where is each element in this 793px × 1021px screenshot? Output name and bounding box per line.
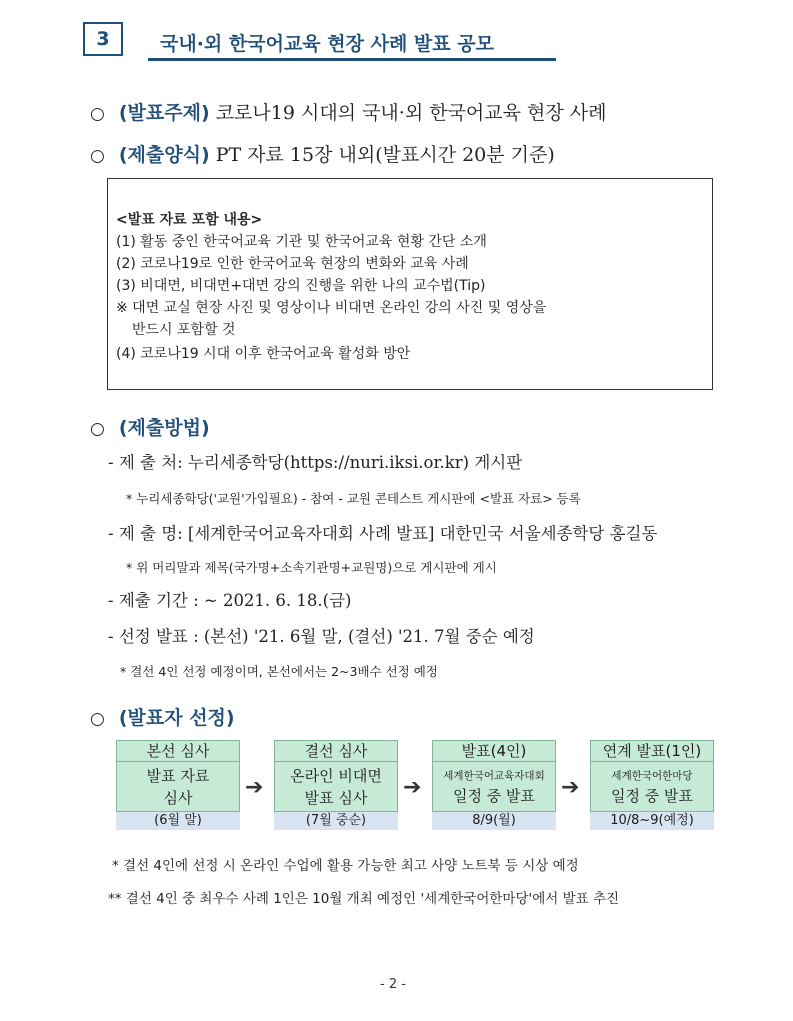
topic-value: 코로나19 시대의 국내·외 한국어교육 현장 사례: [215, 102, 607, 124]
contents-line: (1) 활동 중인 한국어교육 기관 및 한국어교육 현황 간단 소개: [116, 234, 487, 250]
format-row: [90, 140, 555, 167]
footnote: ** 결선 4인 중 최우수 사례 1인은 10월 개최 예정인 '세계한국어한마당'에서 발표 추진: [108, 891, 620, 907]
topic-row: [90, 98, 606, 125]
page-number: - 2 -: [380, 977, 406, 992]
flow-step-body-line: 온라인 비대면: [290, 766, 382, 785]
flow-step-foot: 10/8~9(예정): [590, 812, 714, 830]
flow-step: [432, 740, 556, 830]
bullet-circle: ○: [90, 419, 105, 439]
method-row: [90, 413, 210, 440]
flow-step-head: 연계 발표(1인): [590, 740, 714, 762]
flow-step-foot: 8/9(월): [432, 812, 556, 830]
bullet-circle: ○: [90, 146, 105, 166]
flow-step-body-line: 발표 심사: [304, 788, 368, 807]
flow-step-body-line: 심사: [163, 788, 193, 807]
method-label: (제출방법): [118, 417, 210, 439]
selection-flow-row: [90, 703, 235, 730]
format-value: PT 자료 15장 내외(발표시간 20분 기준): [215, 144, 555, 166]
flow-step-foot: (7월 중순): [274, 812, 398, 830]
flow-step-body: [432, 762, 556, 812]
bullet-circle: ○: [90, 709, 105, 729]
flow-step-foot: (6월 말): [116, 812, 240, 830]
submit-name: - 제 출 명: [세계한국어교육자대회 사례 발표] 대한민국 서울세종학당 홍길동: [108, 524, 658, 543]
flow-step: [590, 740, 714, 830]
flow-step-head: 결선 심사: [274, 740, 398, 762]
selection-dates: - 선정 발표 : (본선) '21. 6월 말, (결선) '21. 7월 중순 예정: [108, 627, 535, 646]
flow-step-body-line: 일정 중 발표: [453, 786, 535, 805]
flow-arrow-icon: ➔: [245, 775, 264, 800]
selection-flow-label: (발표자 선정): [118, 707, 235, 729]
submit-name-note: * 위 머리말과 제목(국가명+소속기관명+교원명)으로 게시판에 게시: [126, 560, 497, 575]
flow-step-body-line: 세계한국어교육자대회: [443, 769, 545, 782]
flow-step: [274, 740, 398, 830]
contents-line: (3) 비대면, 비대면+대면 강의 진행을 위한 나의 교수법(Tip): [116, 278, 486, 294]
submit-to: - 제 출 처: 누리세종학당(https://nuri.iksi.or.kr) 게시판: [108, 453, 523, 472]
section-title: 국내·외 한국어교육 현장 사례 발표 공모: [160, 33, 494, 55]
flow-step-body: [274, 762, 398, 812]
format-label: (제출양식): [118, 144, 210, 166]
selection-note: * 결선 4인 선정 예정이며, 본선에서는 2~3배수 선정 예정: [120, 664, 438, 679]
topic-label: (발표주제): [118, 102, 210, 124]
flow-arrow-icon: ➔: [403, 775, 422, 800]
section-number: 3: [83, 22, 123, 56]
flow-step-head: 발표(4인): [432, 740, 556, 762]
submit-to-note: * 누리세종학당('교원'가입필요) - 참여 - 교원 콘테스트 게시판에 <발표 자료> 등록: [126, 491, 581, 506]
contents-line: (2) 코로나19로 인한 한국어교육 현장의 변화와 교육 사례: [116, 256, 469, 272]
contents-line: 반드시 포함할 것: [132, 322, 236, 338]
footnote: * 결선 4인에 선정 시 온라인 수업에 활용 가능한 최고 사양 노트북 등 시상 예정: [112, 858, 579, 874]
bullet-circle: ○: [90, 104, 105, 124]
deadline: - 제출 기간 : ~ 2021. 6. 18.(금): [108, 591, 352, 610]
flow-step-body: [590, 762, 714, 812]
flow-step-body-line: 발표 자료: [146, 766, 210, 785]
flow-step-head: 본선 심사: [116, 740, 240, 762]
contents-line: (4) 코로나19 시대 이후 한국어교육 활성화 방안: [116, 346, 411, 362]
flow-step: [116, 740, 240, 830]
contents-line: ※ 대면 교실 현장 사진 및 영상이나 비대면 온라인 강의 사진 및 영상을: [116, 300, 547, 316]
flow-arrow-icon: ➔: [561, 775, 580, 800]
flow-step-body-line: 세계한국어한마당: [611, 769, 693, 782]
flow-step-body-line: 일정 중 발표: [611, 786, 693, 805]
contents-heading: <발표 자료 포함 내용>: [116, 212, 263, 228]
flow-step-body: [116, 762, 240, 812]
section-title-underline: [148, 58, 556, 61]
